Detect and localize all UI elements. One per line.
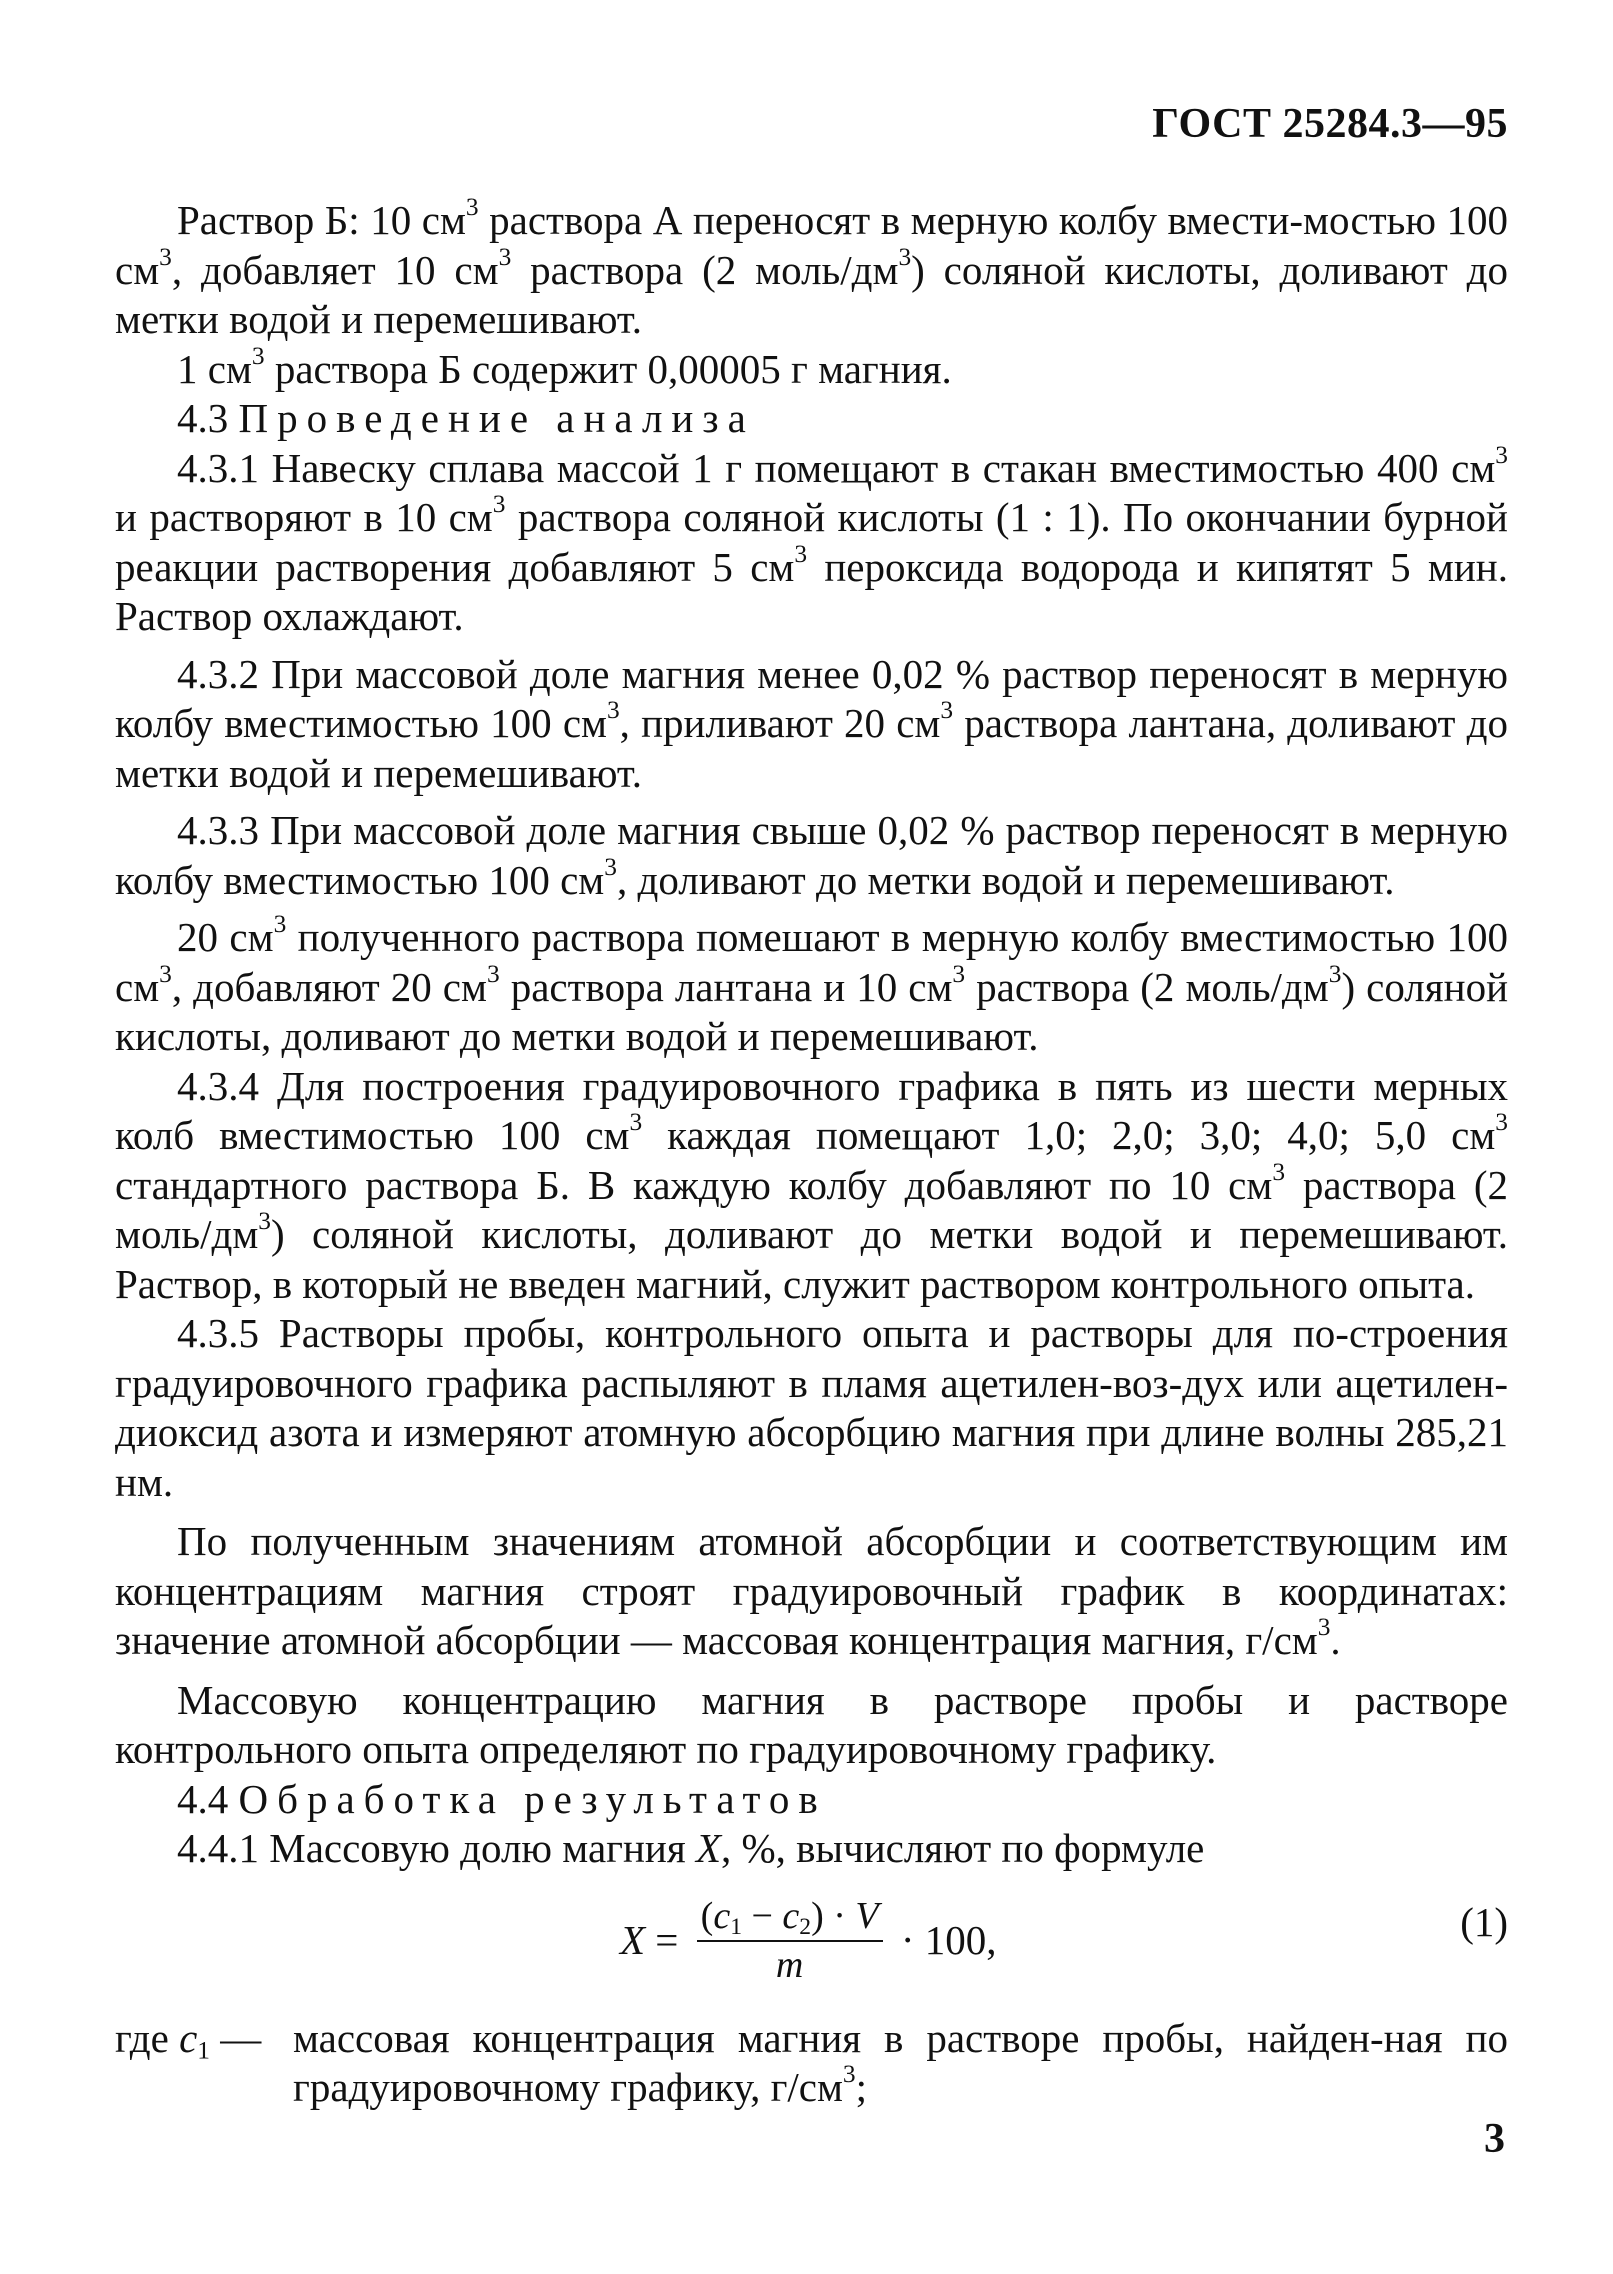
paragraph-solution-b-content: 1 $см^3$ раствора Б содержит 0,00005 г магния.	[177, 341, 952, 392]
paragraph-4-3-1: 4.3.1 Навеску сплава массой 1 г помещают в стакан вместимостью 400 $см^3$ и растворяют в 10 $см^3$ раствора соляной кислоты (1 : 1). По окончании бурной реакции растворения добавляют 5 $см^3$ пероксида водорода и кипятят 5 мин. Раствор охлаждают.	[115, 440, 1508, 639]
paragraph-4-3-4: 4.3.4 Для построения градуировочного графика в пять из шести мерных колб вместимостью 100 $см^3$ каждая помещают 1,0; 2,0; 3,0; 4,0; 5,0 $см^3$ стандартного раствора Б. В каждую колбу добавляют по 10 $см^3$ раствора (2 моль/$дм^3$) соляной кислоты, доливают до метки водой и перемешивают. Раствор, в который не введен магний, служит раствором контрольного опыта.	[115, 1062, 1508, 1307]
page-number: 3	[1484, 2116, 1505, 2162]
formula-denominator: m	[775, 1943, 804, 1986]
formula-fraction	[697, 1896, 883, 1986]
document-header: ГОСТ 25284.3—95	[1152, 101, 1508, 147]
paragraph-4-3-3: 4.3.3 При массовой доле магния свыше 0,02 % раствор переносят в мерную колбу вместимостью 100 $см^3$, доливают до метки водой и перемешивают.	[115, 807, 1508, 903]
section-heading-4-4: 4.4 Обработка результатов	[177, 1775, 827, 1822]
formula-expression: X = $\frac{(c_1 - c_2) \cdot V}{m}$ · 100,	[620, 1894, 997, 1986]
where-definition	[115, 2014, 1508, 2113]
paragraph-4-3-2: 4.3.2 При массовой доле магния менее 0,02 % раствор переносят в мерную колбу вместимостью 100 $см^3$, приливают 20 $см^3$ раствора лантана, доливают до метки водой и перемешивают.	[115, 650, 1508, 796]
paragraph-4-3-3-continued: 20 $см^3$ полученного раствора помешают в мерную колбу вместимостью 100 $см^3$, добавляют 20 $см^3$ раствора лантана и 10 $см^3$ раствора (2 моль/$дм^3$) соляной кислоты, доливают до метки водой и перемешивают.	[115, 909, 1509, 1059]
paragraph-4-4-1: 4.4.1 Массовую долю магния X, %, вычисляют по формуле	[177, 1825, 1205, 1871]
where-symbol: где $c_1$ —	[115, 2014, 262, 2064]
section-heading-4-3: 4.3 Проведение анализа	[177, 395, 755, 441]
where-description: массовая концентрация магния в растворе пробы, найден-ная по градуировочному графику, $г/см^3$;	[293, 2014, 1508, 2110]
formula-number: (1)	[1460, 1898, 1508, 1945]
formula-1	[115, 1888, 1508, 2008]
paragraph-4-3-5: 4.3.5 Растворы пробы, контрольного опыта и растворы для по-строения градуировочного графика распыляют в пламя ацетилен-воз-дух или ацетилен-диоксид азота и измеряют атомную абсорбцию магния при длине волны 285,21 нм.	[115, 1310, 1508, 1505]
formula-numerator: $(c_1 - c_2) \cdot V$	[697, 1896, 883, 1942]
paragraph-4-3-5-calibration: По полученным значениям атомной абсорбции и соответствующим им концентрациям магния строят градуировочный график в координатах: значение атомной абсорбции — массовая концентрация магния, $г/см^3$.	[115, 1518, 1508, 1663]
body-text	[115, 192, 1509, 2113]
paragraph-4-3-5-determination: Массовую концентрацию магния в растворе пробы и растворе контрольного опыта определяют по градуировочному графику.	[115, 1676, 1508, 1772]
paragraph-solution-b: Раствор Б: 10 $см^3$ раствора А переносят в мерную колбу вмести-мостью 100 $см^3$, добавляет 10 $см^3$ раствора (2 моль/$дм^3$) соляной кислоты, доливают до метки водой и перемешивают.	[115, 192, 1508, 342]
